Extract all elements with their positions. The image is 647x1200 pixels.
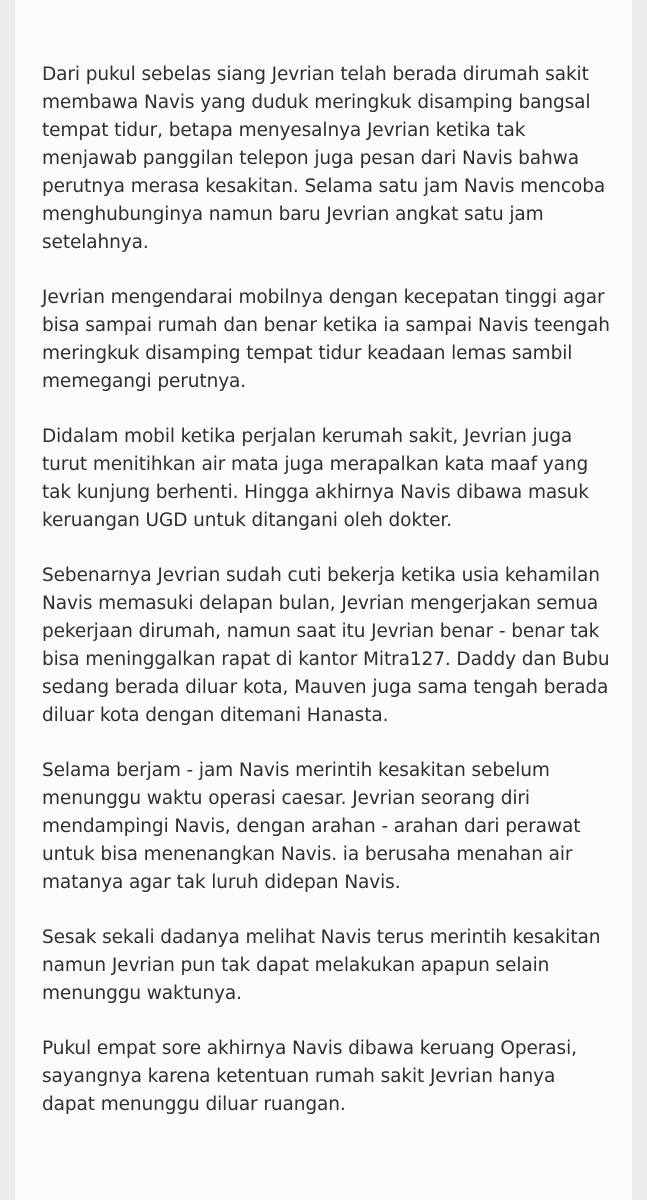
note-line: Dari pukul sebelas siang Jevrian telah berada dirumah sakit	[42, 64, 589, 85]
note-paragraph	[42, 61, 612, 257]
note-line: bisa meninggalkan rapat di kantor Mitra127. Daddy dan Bubu	[42, 649, 610, 670]
note-line: bisa sampai rumah dan benar ketika ia sampai Navis teengah	[42, 315, 610, 336]
note-paragraph	[42, 757, 612, 897]
note-line: matanya agar tak luruh didepan Navis.	[42, 872, 401, 893]
note-paragraph	[42, 423, 612, 535]
note-line: dapat menunggu diluar ruangan.	[42, 1094, 346, 1115]
note-line: setelahnya.	[42, 232, 149, 253]
note-line: mendampingi Navis, dengan arahan - arahan dari perawat	[42, 816, 581, 837]
note-line: perutnya merasa kesakitan. Selama satu jam Navis mencoba	[42, 176, 606, 197]
note-line: keruangan UGD untuk ditangani oleh dokter.	[42, 510, 453, 531]
note-paragraph	[42, 1035, 612, 1119]
note-line: Selama berjam - jam Navis merintih kesakitan sebelum	[42, 760, 550, 781]
note-line: meringkuk disamping tempat tidur keadaan lemas sambil	[42, 343, 573, 364]
note-line: Sesak sekali dadanya melihat Navis terus merintih kesakitan	[42, 927, 601, 948]
note-line: Sebenarnya Jevrian sudah cuti bekerja ketika usia kehamilan	[42, 565, 600, 586]
note-line: sayangnya karena ketentuan rumah sakit Jevrian hanya	[42, 1066, 556, 1087]
note-line: Navis memasuki delapan bulan, Jevrian mengerjakan semua	[42, 593, 599, 614]
note-line: untuk bisa menenangkan Navis. ia berusaha menahan air	[42, 844, 573, 865]
note-line: sedang berada diluar kota, Mauven juga sama tengah berada	[42, 677, 609, 698]
note-line: diluar kota dengan ditemani Hanasta.	[42, 705, 389, 726]
note-body	[42, 61, 612, 1146]
note-line: Didalam mobil ketika perjalan kerumah sakit, Jevrian juga	[42, 426, 573, 447]
note-line: menghubunginya namun baru Jevrian angkat satu jam	[42, 204, 544, 225]
note-paragraph	[42, 924, 612, 1008]
note-line: membawa Navis yang duduk meringkuk disamping bangsal	[42, 92, 591, 113]
note-paragraph	[42, 284, 612, 396]
note-line: pekerjaan dirumah, namun saat itu Jevrian benar - benar tak	[42, 621, 600, 642]
note-sheet	[15, 0, 632, 1200]
note-line: menunggu waktu operasi caesar. Jevrian seorang diri	[42, 788, 530, 809]
note-line: turut menitihkan air mata juga merapalkan kata maaf yang	[42, 454, 589, 475]
note-line: Jevrian mengendarai mobilnya dengan kecepatan tinggi agar	[42, 287, 605, 308]
note-paragraph	[42, 562, 612, 730]
note-line: memegangi perutnya.	[42, 371, 247, 392]
note-line: tak kunjung berhenti. Hingga akhirnya Navis dibawa masuk	[42, 482, 589, 503]
note-line: menunggu waktunya.	[42, 983, 242, 1004]
note-line: tempat tidur, betapa menyesalnya Jevrian ketika tak	[42, 120, 526, 141]
note-line: menjawab panggilan telepon juga pesan dari Navis bahwa	[42, 148, 579, 169]
note-line: Pukul empat sore akhirnya Navis dibawa keruang Operasi,	[42, 1038, 577, 1059]
note-line: namun Jevrian pun tak dapat melakukan apapun selain	[42, 955, 550, 976]
